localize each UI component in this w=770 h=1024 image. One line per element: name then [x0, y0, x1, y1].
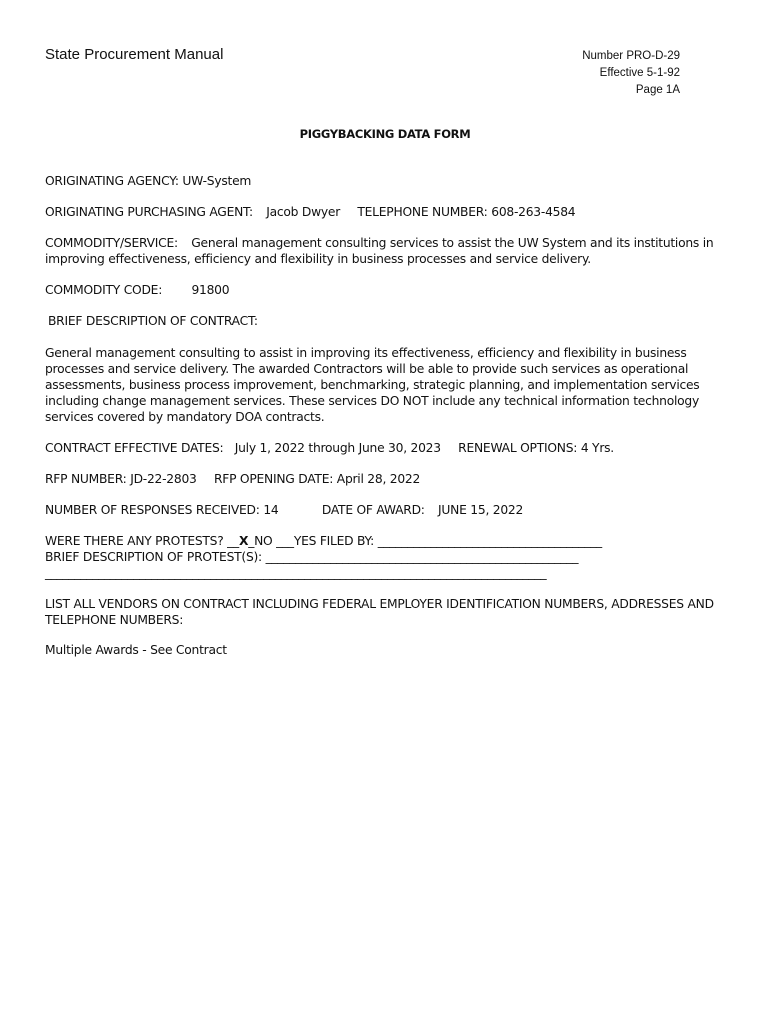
protest-description-line: BRIEF DESCRIPTION OF PROTEST(S): _____________________________________________________	[45, 550, 579, 564]
commodity-code-value: 91800	[191, 283, 230, 297]
telephone-label: TELEPHONE NUMBER:	[357, 205, 488, 219]
renewal-options-value: 4 Yrs.	[580, 441, 614, 455]
commodity-service-line-1: General management consulting services to assist the UW System and its institutions in	[191, 236, 714, 250]
document-meta	[582, 48, 680, 99]
responses-line	[45, 502, 735, 518]
page-number: Page 1A	[635, 84, 680, 96]
purchasing-agent-label: ORIGINATING PURCHASING AGENT:	[45, 205, 253, 219]
vendors-label-line-1: LIST ALL VENDORS ON CONTRACT INCLUDING FEDERAL EMPLOYER IDENTIFICATION NUMBERS, ADDRESSES AND	[45, 597, 714, 611]
description-line: General management consulting to assist in improving its effectiveness, efficiency and flexibility in business	[45, 346, 687, 360]
document-number: Number PRO-D-29	[582, 50, 680, 62]
effective-date: Effective 5-1-92	[599, 67, 680, 79]
description-line: assessments, business process improvement, benchmarking, strategic planning, and implementation services	[45, 378, 700, 392]
renewal-options-label: RENEWAL OPTIONS:	[458, 441, 578, 455]
contract-dates-line	[45, 440, 735, 456]
telephone-value: 608-263-4584	[491, 205, 576, 219]
commodity-service-label: COMMODITY/SERVICE:	[45, 236, 178, 250]
protest-blank-line: _____________________________________________________________________________________	[45, 566, 547, 580]
date-of-award-label: DATE OF AWARD:	[321, 503, 425, 517]
commodity-service	[45, 235, 735, 267]
vendors-section	[45, 596, 735, 628]
rfp-number-label: RFP NUMBER:	[45, 472, 127, 486]
commodity-code-line	[45, 282, 735, 298]
manual-title: State Procurement Manual	[45, 46, 224, 63]
vendors-label-line-2: TELEPHONE NUMBERS:	[45, 613, 184, 627]
contract-description	[45, 345, 735, 425]
rfp-opening-label: RFP OPENING DATE:	[213, 472, 334, 486]
vendors-value: Multiple Awards - See Contract	[45, 643, 227, 657]
purchasing-agent-value: Jacob Dwyer	[266, 205, 341, 219]
originating-agency: ORIGINATING AGENCY: UW-System	[45, 174, 252, 188]
rfp-number-value: JD-22-2803	[130, 472, 197, 486]
brief-description-label: BRIEF DESCRIPTION OF CONTRACT:	[48, 314, 258, 328]
description-line: including change management services. These services DO NOT include any technical information technology	[45, 394, 700, 408]
date-of-award-value: JUNE 15, 2022	[438, 503, 524, 517]
description-line: processes and service delivery. The awarded Contractors will be able to provide such services as operational	[45, 362, 689, 376]
protests-prefix: WERE THERE ANY PROTESTS? __	[45, 534, 239, 548]
form-title: PIGGYBACKING DATA FORM	[299, 127, 471, 141]
protests-suffix: _NO ___YES FILED BY: ______________________________________	[248, 534, 602, 548]
rfp-line	[45, 471, 735, 487]
responses-value: 14	[263, 503, 279, 517]
responses-label: NUMBER OF RESPONSES RECEIVED:	[45, 503, 260, 517]
purchasing-agent-line	[45, 204, 735, 220]
description-line: services covered by mandatory DOA contracts.	[45, 410, 325, 424]
contract-dates-value: July 1, 2022 through June 30, 2023	[234, 441, 441, 455]
protests-section	[45, 533, 735, 581]
protests-line	[45, 533, 735, 549]
protest-no-mark: X	[238, 534, 249, 548]
contract-dates-label: CONTRACT EFFECTIVE DATES:	[45, 441, 224, 455]
commodity-service-line-2: improving effectiveness, efficiency and flexibility in business processes and service delivery.	[45, 252, 591, 266]
commodity-code-label: COMMODITY CODE:	[45, 283, 163, 297]
rfp-opening-value: April 28, 2022	[336, 472, 421, 486]
